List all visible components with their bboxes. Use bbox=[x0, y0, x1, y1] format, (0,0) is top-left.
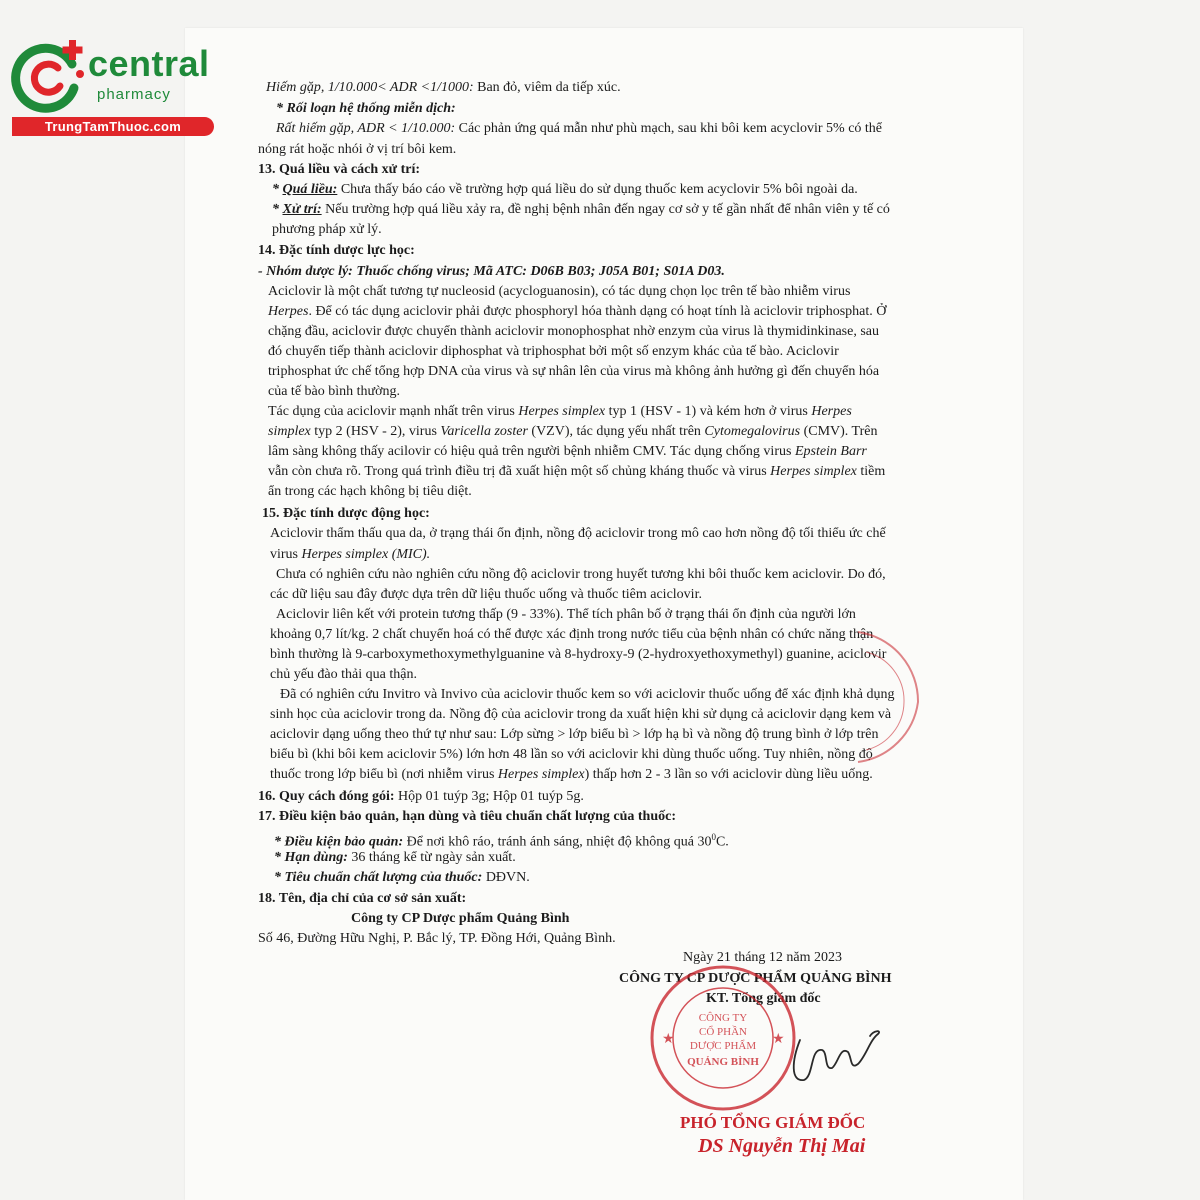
text-line: simplex typ 2 (HSV - 2), virus Varicella zoster (VZV), tác dụng yếu nhất trên Cytomegalovirus (CMV). Trên bbox=[268, 424, 878, 439]
section-heading: 18. Tên, địa chỉ của cơ sở sản xuất: bbox=[258, 891, 467, 906]
text-line: triphosphat ức chế tổng hợp DNA của virus và sự nhân lên của virus mà không ảnh hưởng gì đến chuyển hóa bbox=[268, 364, 880, 379]
svg-text:CÔNG TY: CÔNG TY bbox=[698, 1012, 748, 1024]
logo-website-banner: TrungTamThuoc.com bbox=[12, 117, 214, 136]
text-line: Tác dụng của aciclovir mạnh nhất trên virus Herpes simplex typ 1 (HSV - 1) và kém hơn ở virus Herpes bbox=[268, 404, 852, 419]
text-line: Đã có nghiên cứu Invitro và Invivo của aciclovir thuốc kem so với aciclovir thuốc uống để xác định khả dụng bbox=[280, 687, 895, 702]
text-line: nóng rát hoặc nhói ở vị trí bôi kem. bbox=[258, 142, 457, 157]
signature-company: CÔNG TY CP DƯỢC PHẨM QUẢNG BÌNH bbox=[619, 971, 892, 986]
svg-text:QUẢNG BÌNH: QUẢNG BÌNH bbox=[687, 1056, 759, 1068]
svg-text:DƯỢC PHẨM: DƯỢC PHẨM bbox=[689, 1040, 757, 1052]
svg-text:★: ★ bbox=[772, 1032, 785, 1047]
text-line: * Tiêu chuẩn chất lượng của thuốc: DĐVN. bbox=[274, 870, 530, 885]
handwritten-signature bbox=[770, 1000, 890, 1090]
text-line: Aciclovir thẩm thấu qua da, ở trạng thái ổn định, nồng độ aciclovir trong mô cao hơn nồng độ tối thiểu ức chế bbox=[270, 526, 886, 541]
text-line: sinh học của aciclovir trong da. Nồng độ của aciclovir trong da xuất hiện khi sử dụng cả aciclovir dạng kem và bbox=[270, 707, 892, 722]
text-line: * Điều kiện bảo quản: Để nơi khô ráo, tránh ánh sáng, nhiệt độ không quá $30^0C$. bbox=[274, 832, 729, 850]
text-line: phương pháp xử lý. bbox=[272, 222, 382, 237]
text-line: * Xử trí: Nếu trường hợp quá liều xảy ra, đề nghị bệnh nhân đến ngay cơ sở y tế gần nhất để nhân viên y tế có bbox=[272, 202, 890, 217]
manufacturer-name: Công ty CP Dược phẩm Quảng Bình bbox=[351, 911, 570, 926]
text-line: lâm sàng không thấy acilovir có hiệu quả trên người bệnh nhiễm CMV. Tác dụng chống virus Epstein Barr bbox=[268, 444, 867, 459]
signer-role: PHÓ TỔNG GIÁM ĐỐC bbox=[680, 1113, 866, 1132]
section-heading: 17. Điều kiện bảo quản, hạn dùng và tiêu chuẩn chất lượng của thuốc: bbox=[258, 809, 676, 824]
signature-date: Ngày 21 tháng 12 năm 2023 bbox=[683, 950, 843, 965]
section-heading: 14. Đặc tính dược lực học: bbox=[258, 243, 415, 258]
text-line: bình thường là 9-carboxymethoxymethylguanine và 8-hydroxy-9 (2-hydroxyethoxymethyl) guanine, aciclovir bbox=[270, 647, 887, 662]
text-line: đó chuyển tiếp thành aciclovir diphosphat và triphosphat bởi một số enzym khác của tế bào. Aciclovir bbox=[268, 344, 839, 359]
section-heading: 13. Quá liều và cách xử trí: bbox=[258, 162, 420, 177]
text-line: vẫn còn chưa rõ. Trong quá trình điều trị đã xuất hiện một số chủng kháng thuốc và virus Herpes simplex tiềm bbox=[268, 464, 886, 479]
text-line: * Rối loạn hệ thống miễn dịch: bbox=[276, 101, 456, 116]
svg-text:★: ★ bbox=[662, 1032, 675, 1047]
section-heading: 16. Quy cách đóng gói: Hộp 01 tuýp 3g; Hộp 01 tuýp 5g. bbox=[258, 789, 584, 804]
logo-subtitle: pharmacy bbox=[97, 86, 171, 103]
text-line: chủ yếu đào thải qua thận. bbox=[270, 667, 417, 682]
signature-title: KT. Tổng giám đốc bbox=[706, 991, 821, 1006]
text-line: Chưa có nghiên cứu nào nghiên cứu nồng độ aciclovir trong huyết tương khi bôi thuốc kem aciclovir. Do đó, bbox=[276, 567, 886, 582]
text-line: ẩn trong các hạch không bị tiêu diệt. bbox=[268, 484, 472, 499]
text-line: Rất hiếm gặp, ADR < 1/10.000: Các phản ứng quá mẫn như phù mạch, sau khi bôi kem acyclovir 5% có thể bbox=[276, 121, 883, 136]
logo-name: central bbox=[88, 43, 210, 84]
text-line: * Hạn dùng: 36 tháng kể từ ngày sản xuất. bbox=[274, 850, 516, 865]
text-line: * Quá liều: Chưa thấy báo cáo về trường hợp quá liều do sử dụng thuốc kem acyclovir 5% bôi ngoài da. bbox=[272, 182, 858, 197]
text-line: Aciclovir liên kết với protein tương thấp (9 - 33%). Thể tích phân bố ở trạng thái ổn định của người lớn bbox=[276, 607, 856, 622]
text-line: chặng đầu, aciclovir được chuyển thành aciclovir monophosphat nhờ enzym của virus là thymidinkinase, sau bbox=[268, 324, 880, 339]
text-line: thuốc trong lớp biểu bì (nơi nhiễm virus Herpes simplex) thấp hơn 2 - 3 lần so với aciclovir dùng liều uống. bbox=[270, 767, 873, 782]
text-line: Aciclovir là một chất tương tự nucleosid (acycloguanosin), có tác dụng chọn lọc trên tế bào nhiễm virus bbox=[268, 284, 851, 299]
section-heading: 15. Đặc tính dược động học: bbox=[262, 506, 430, 521]
text-line: khoảng 0,7 lít/kg. 2 chất chuyển hoá có thể được xác định trong nước tiểu của bệnh nhân có chức năng thận bbox=[270, 627, 874, 642]
text-line: Herpes. Để có tác dụng aciclovir phải được phosphoryl hóa thành dạng có hoạt tính là aciclovir triphosphat. Ở bbox=[268, 304, 887, 319]
partial-seal-stamp-icon bbox=[848, 622, 928, 772]
signer-name: DS Nguyễn Thị Mai bbox=[698, 1135, 866, 1157]
text-line: - Nhóm dược lý: Thuốc chống virus; Mã ATC: D06B B03; J05A B01; S01A D03. bbox=[258, 264, 725, 279]
manufacturer-address: Số 46, Đường Hữu Nghị, P. Bắc lý, TP. Đồng Hới, Quảng Bình. bbox=[258, 931, 616, 946]
text-line: của tế bào bình thường. bbox=[268, 384, 401, 399]
text-line: virus Herpes simplex (MIC). bbox=[270, 547, 431, 562]
svg-text:CỔ PHẦN: CỔ PHẦN bbox=[699, 1026, 747, 1038]
text-line: Hiếm gặp, 1/10.000< ADR <1/1000: Ban đỏ, viêm da tiếp xúc. bbox=[266, 80, 621, 95]
text-line: biểu bì (khi bôi kem aciclovir 5%) lớn hơn 48 lần so với aciclovir khi dùng thuốc uống. Tuy nhiên, nồng độ bbox=[270, 747, 873, 762]
text-line: các dữ liệu sau đây được dựa trên dữ liệu thuốc uống và thuốc tiêm aciclovir. bbox=[270, 587, 702, 602]
text-line: aciclovir dạng uống theo thứ tự như sau: Lớp sừng > lớp biểu bì > lớp hạ bì và nồng độ trung bình ở lớp trên bbox=[270, 727, 879, 742]
